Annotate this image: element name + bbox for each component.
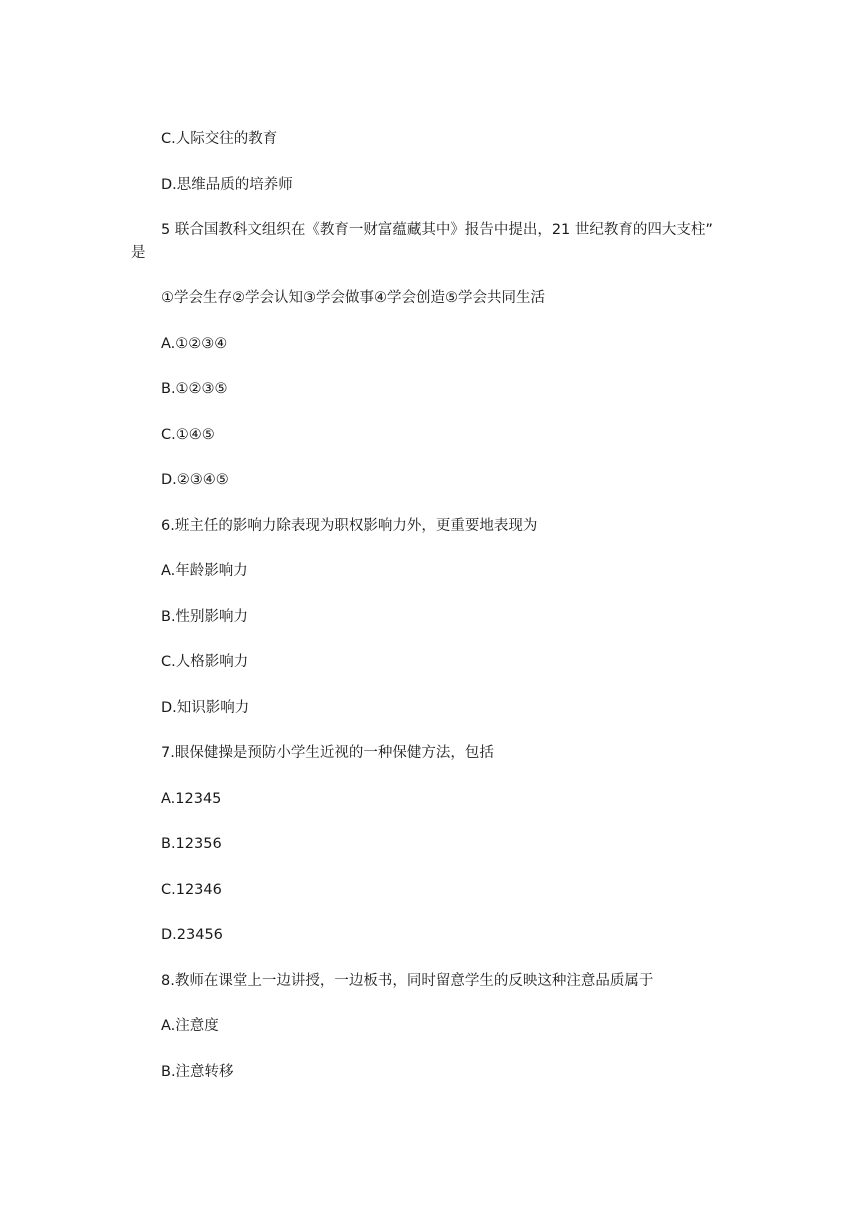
question-7: 7.眼保健操是预防小学生近视的一种保健方法，包括 [161, 745, 494, 761]
option-a-q8: A.注意度 [161, 1018, 219, 1034]
question-5-continuation: 是 [131, 245, 146, 261]
option-c-q4: C.人际交往的教育 [161, 131, 278, 147]
option-b-q5: B.①②③⑤ [161, 381, 228, 397]
option-d-q6: D.知识影响力 [161, 700, 250, 716]
option-c-q7: C.12346 [161, 882, 222, 898]
option-c-q5: C.①④⑤ [161, 427, 215, 443]
option-d-q5: D.②③④⑤ [161, 472, 229, 488]
question-5-statements: ①学会生存②学会认知③学会做事④学会创造⑤学会共同生活 [161, 290, 545, 306]
question-5: 5 联合国教科文组织在《教育一财富蕴藏其中》报告中提出，21 世纪教育的四大支柱” [161, 222, 713, 238]
option-d-q7: D.23456 [161, 927, 223, 943]
option-a-q7: A.12345 [161, 791, 222, 807]
option-c-q6: C.人格影响力 [161, 654, 249, 670]
question-8: 8.教师在课堂上一边讲授，一边板书，同时留意学生的反映这种注意品质属于 [161, 973, 654, 989]
option-d-q4: D.思维品质的培养师 [161, 177, 293, 193]
option-b-q7: B.12356 [161, 836, 222, 852]
option-b-q8: B.注意转移 [161, 1064, 234, 1080]
question-6: 6.班主任的影响力除表现为职权影响力外，更重要地表现为 [161, 518, 538, 534]
option-a-q6: A.年龄影响力 [161, 563, 248, 579]
option-b-q6: B.性别影响力 [161, 609, 249, 625]
option-a-q5: A.①②③④ [161, 336, 228, 352]
